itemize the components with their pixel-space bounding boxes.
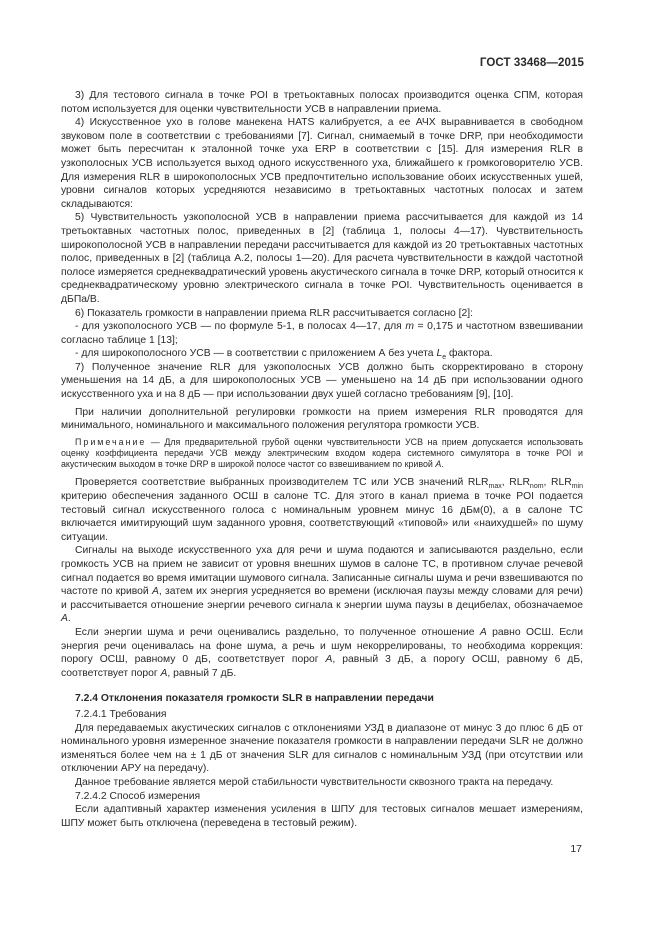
paragraph-4: 4) Искусственное ухо в голове манекена HATS калибруется, а ее АЧХ выравнивается в свободном звуковом поле в соответствии с требованиями [7]. Сигнал, снимаемый в точке DRP, при необходимости может быть пересчитан к эталонной точке уха ERP в соответствии с [15]. Для измерения RLR в узкополосных УСВ используется выход одного искусственного уха, ближайшего к громкоговорителю УСВ. Для измерения RLR в широкополосных УСВ предпочтительно использование обоих искусственных ушей, уровни сигналов которых усредняются независимо в третьоктавных частотных полосах и затем складываются: [61,117,583,210]
paragraph-5: 5) Чувствительность узкополосной УСВ в направлении приема рассчитывается для каждой из 14 третьоктавных частотных полос, приведенных в [2] (таблица 1, полосы 4—17). Чувствительность широкополосной УСВ в направлении передачи рассчитывается для каждой из 20 третьоктавных частотных полос, приведенных в [2] (таблица А.2, полосы 1—20). Для расчета чувствительности в каждой частотной полосе измеряется среднеквадратический уровень акустического сигнала в точке DRP, который относится к среднеквадратическому уровню электрического сигнала в точке POI. Чувствительность оценивается в дБПа/В. [61,212,583,305]
list-item-narrowband: - для узкополосного УСВ — по формуле 5-1, в полосах 4—17, для m = 0,175 и частотном взвешивании согласно таблице 1 [13]; [61,321,584,346]
subsection-requirements-title: 7.2.4.1 Требования [75,708,167,720]
subsection-method-title: 7.2.4.2 Способ измерения [75,790,201,802]
document-body [61,89,583,830]
note: Примечание — Для предварительной грубой оценки чувствительности УСВ на прием допускается использовать оценку коэффициента передачи УСВ между электрическим входом кодера системного симулятора в точке POI и акустическим выходом в точке DRP в широкой полосе частот со взвешиванием по кривой A. [61,436,583,470]
paragraph-requirements: Для передаваемых акустических сигналов с отклонениями УЗД в диапазоне от минус 3 до плюс 6 дБ от номинального уровня измеренное значение показателя громкости в направлении передачи SLR не должно изменяться более чем на ± 1 дБ от значения SLR для сигналов с номинальным УЗД (при отсутствии или отключении АРУ на передачу). [61,722,583,775]
paragraph-6: 6) Показатель громкости в направлении приема RLR рассчитывается согласно [2]: [75,307,474,319]
paragraph-method: Если адаптивный характер изменения усиления в ШПУ для тестовых сигналов мешает измерениям, ШПУ может быть отключена (переведена в тестовый режим). [61,804,583,829]
note-label: Примечание [75,436,147,447]
paragraph-stability: Данное требование является мерой стабильности чувствительности сквозного тракта на передачу. [75,776,554,788]
section-heading: 7.2.4 Отклонения показателя громкости SLR в направлении передачи [75,693,434,705]
paragraph-7: 7) Полученное значение RLR для узкополосных УСВ должно быть скорректировано в сторону уменьшения на 14 дБ, а для широкополосных УСВ — уменьшено на 14 дБ при использовании одного искусственного уха и на 8 дБ — при использовании двух ушей согласно требованиям [9], [10]. [61,361,583,401]
list-item-wideband: - для широкополосного УСВ — в соответствии с приложением А без учета $L_e$ фактора. [75,348,493,362]
paragraph-volume-control: При наличии дополнительной регулировки громкости на прием измерения RLR проводятся для минимального, номинального и максимального положения регулятора громкости УСВ. [61,406,583,432]
paragraph-signals: Сигналы на выходе искусственного уха для речи и шума подаются и записываются раздельно, если громкость УСВ на прием не зависит от уровня внешних шумов в салоне ТС, в противном случае речевой сигнал подается во время имитации шумового сигнала. Записанные сигналы шума и речи взвешиваются по частоте по кривой A, затем их энергия усредняется во времени (исключая паузы между словами для речи) и рассчитывается отношение энергии речевого сигнала к энергии шума паузы в децибелах, обозначаемое A. [61,545,583,625]
page-number: 17 [570,843,582,855]
paragraph-3: 3) Для тестового сигнала в точке POI в третьоктавных полосах производится оценка СПМ, которая потом используется для оценки чувствительности УСВ в направлении приема. [61,90,583,115]
document-header: ГОСТ 33468—2015 [479,57,584,69]
paragraph-rlr-check: Проверяется соответствие выбранных производителем ТС или УСВ значений $RLR_{max}$, $RLR_{nom}$, $RLR_{min}$ критерию обеспечения заданного ОСШ в салоне ТС. Для этого в канал приема в точке POI подается тестовый сигнал искусственного голоса с номинальным уровнем минус 16 дБм(0), а в салоне ТС включается имитирующий шум заданного уровня, соответствующий «типовой» или «наихудшей» по шуму ситуации. [61,477,583,543]
paragraph-snr-correction: Если энергии шума и речи оценивались раздельно, то полученное отношение A равно ОСШ. Если энергия речи оценивалась на фоне шума, а речь и шум некоррелированы, то необходима коррекция: порогу ОСШ, равному 0 дБ, соответствует порог A, равный 3 дБ, а порогу ОСШ, равному 6 дБ, соответствует порог A, равный 7 дБ. [61,626,583,679]
